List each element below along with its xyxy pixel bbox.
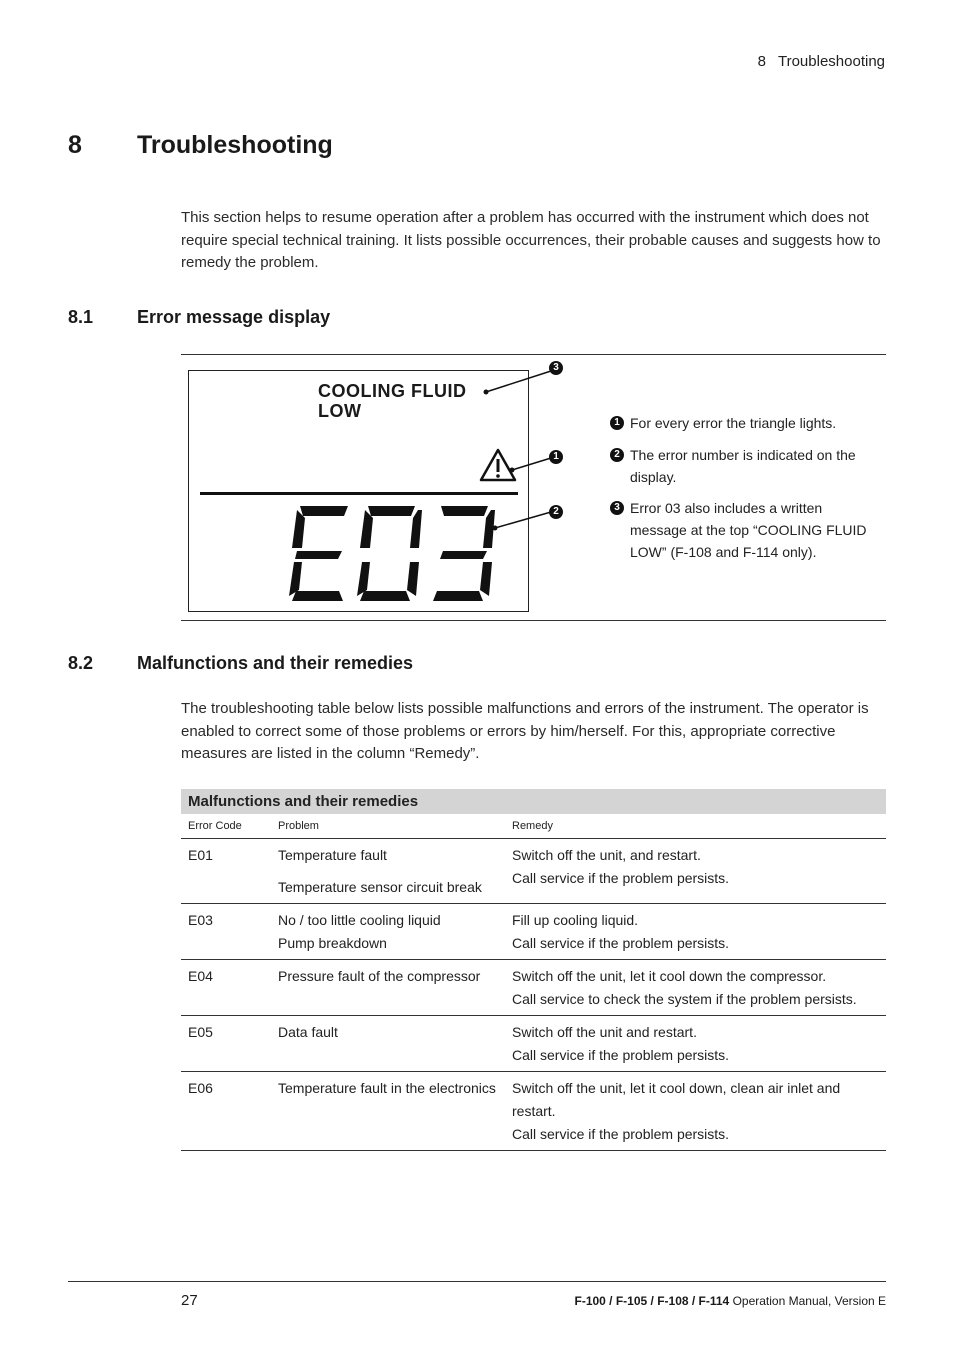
legend-text: The error number is indicated on the display.	[630, 447, 856, 485]
remedy-cell	[505, 960, 886, 1016]
remedy-cell	[505, 904, 886, 960]
remedy-text: Switch off the unit, let it cool down the compressor.	[512, 968, 827, 984]
problem-text: Temperature fault	[278, 847, 387, 863]
column-header: Remedy	[505, 814, 886, 839]
chapter-title: Troubleshooting	[137, 131, 333, 159]
remedy-cell	[505, 1072, 886, 1151]
segment-digit-e	[289, 506, 348, 601]
column-header: Error Code	[181, 814, 271, 839]
error-code: E05	[181, 1016, 271, 1072]
footer-models: F-100 / F-105 / F-108 / F-114	[574, 1294, 730, 1308]
leader-dot-1	[510, 468, 515, 473]
remedy-text: Switch off the unit, and restart.	[512, 847, 701, 863]
table-row	[181, 1016, 886, 1072]
problem-text: No / too little cooling liquid	[278, 912, 441, 928]
problem-cell	[271, 904, 505, 960]
remedy-text: Call service if the problem persists.	[512, 935, 730, 951]
running-header-number: 8	[757, 53, 766, 70]
seven-segment-code	[289, 506, 495, 601]
remedy-text: Fill up cooling liquid.	[512, 912, 639, 928]
remedy-text: Call service to check the system if the problem persists.	[512, 991, 857, 1007]
table-row	[181, 960, 886, 1016]
error-code: E01	[181, 839, 271, 904]
remedy-cell	[505, 839, 886, 904]
table-row	[181, 1072, 886, 1151]
remedy-text: Call service if the problem persists.	[512, 1047, 730, 1063]
malfunctions-table	[181, 789, 886, 1151]
section-title: Malfunctions and their remedies	[137, 653, 414, 673]
callout-3: 3	[549, 361, 563, 375]
problem-text: Data fault	[278, 1024, 338, 1040]
table-title: Malfunctions and their remedies	[181, 789, 886, 814]
legend-callout: 2	[610, 448, 624, 462]
problem-text: Temperature fault in the electronics	[278, 1080, 496, 1096]
section-intro: The troubleshooting table below lists possible malfunctions and errors of the instrument. The operator is enabled to correct some of those problems or errors by him/herself. For this, appropriate corrective measures are listed in the column “Remedy”.	[181, 700, 869, 762]
section-number: 8.1	[68, 307, 94, 327]
remedy-text: Call service if the problem persists.	[512, 1126, 730, 1142]
legend-item	[610, 497, 880, 563]
problem-text: Pump breakdown	[278, 935, 387, 951]
figure-legend	[610, 412, 880, 563]
legend-callout: 1	[610, 416, 624, 430]
segment-digit-0	[357, 506, 422, 601]
section-heading-8-2	[68, 653, 413, 674]
error-code: E06	[181, 1072, 271, 1151]
table-title-row	[181, 789, 886, 814]
problem-cell	[271, 1072, 505, 1151]
problem-text: Pressure fault of the compressor	[278, 968, 481, 984]
footer-rule	[68, 1281, 886, 1282]
column-header: Problem	[271, 814, 505, 839]
problem-cell	[271, 960, 505, 1016]
legend-item	[610, 412, 880, 434]
segment-digit-3	[433, 506, 495, 601]
warning-triangle-icon	[481, 450, 515, 480]
remedy-cell	[505, 1016, 886, 1072]
error-code: E03	[181, 904, 271, 960]
remedy-text: Call service if the problem persists.	[512, 870, 730, 886]
problem-cell	[271, 839, 505, 904]
legend-item	[610, 444, 880, 488]
leader-line-2	[495, 512, 551, 528]
chapter-intro: This section helps to resume operation after a problem has occurred with the instrument which does not require special technical training. It lists possible occurrences, their probable causes and suggests how to remedy the problem.	[181, 209, 881, 271]
legend-text: Error 03 also includes a written message at the top “COOLING FLUID LOW” (F-108 and F-114 only).	[630, 500, 867, 560]
page-number: 27	[181, 1292, 198, 1309]
running-header-title: Troubleshooting	[777, 53, 885, 70]
footer-doc-info	[480, 1294, 886, 1308]
remedy-text: Switch off the unit and restart.	[512, 1024, 697, 1040]
footer-doc-title: Operation Manual, Version E	[732, 1294, 886, 1308]
section-number: 8.2	[68, 653, 94, 673]
display-message-line-2: LOW	[318, 401, 362, 421]
problem-text: Temperature sensor circuit break	[278, 879, 482, 895]
leader-line-3	[486, 371, 551, 392]
error-code: E04	[181, 960, 271, 1016]
remedy-text: Switch off the unit, let it cool down, clean air inlet and restart.	[512, 1080, 841, 1119]
display-message-line-1: COOLING FLUID	[318, 381, 467, 401]
problem-cell	[271, 1016, 505, 1072]
chapter-number: 8	[68, 131, 82, 159]
table-row	[181, 904, 886, 960]
leader-dot-3	[484, 390, 489, 395]
section-title: Error message display	[137, 307, 331, 327]
callout-1: 1	[549, 450, 563, 464]
legend-text: For every error the triangle lights.	[630, 415, 837, 431]
table-row	[181, 839, 886, 904]
legend-callout: 3	[610, 501, 624, 515]
leader-line-1	[512, 458, 551, 470]
table-header-row	[181, 814, 886, 839]
callout-2: 2	[549, 505, 563, 519]
